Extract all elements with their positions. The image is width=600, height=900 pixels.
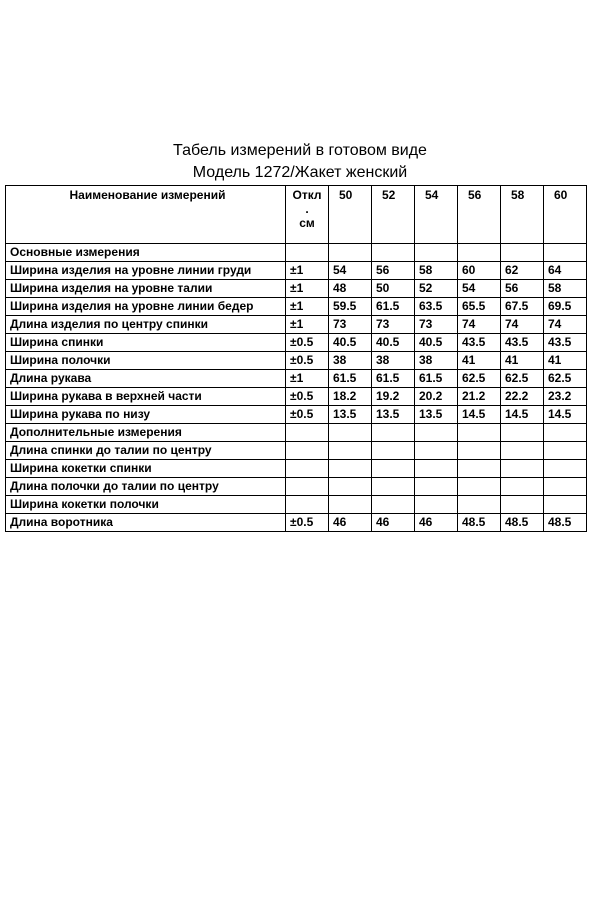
size-value-cell: 20.2 xyxy=(415,388,458,406)
size-value-cell: 48 xyxy=(329,280,372,298)
size-value-cell: 43.5 xyxy=(458,334,501,352)
header-tolerance-line: см xyxy=(299,216,315,230)
size-value-cell: 38 xyxy=(415,352,458,370)
measurement-name-cell: Дополнительные измерения xyxy=(6,424,286,442)
size-value-cell xyxy=(329,442,372,460)
size-value-cell: 13.5 xyxy=(415,406,458,424)
size-value-cell xyxy=(372,496,415,514)
size-value-cell xyxy=(372,460,415,478)
size-value-cell xyxy=(458,478,501,496)
tolerance-cell xyxy=(286,496,329,514)
size-value-cell xyxy=(544,478,587,496)
table-row xyxy=(6,316,587,334)
tolerance-cell xyxy=(286,442,329,460)
size-value-cell: 40.5 xyxy=(372,334,415,352)
table-row xyxy=(6,478,587,496)
size-value-cell xyxy=(501,244,544,262)
size-value-cell: 50 xyxy=(372,280,415,298)
table-row xyxy=(6,334,587,352)
measurement-name-cell: Ширина спинки xyxy=(6,334,286,352)
size-value-cell: 41 xyxy=(458,352,501,370)
size-value-cell: 13.5 xyxy=(329,406,372,424)
size-value-cell: 13.5 xyxy=(372,406,415,424)
table-row xyxy=(6,442,587,460)
size-value-cell xyxy=(372,244,415,262)
size-value-cell: 74 xyxy=(458,316,501,334)
size-value-cell: 52 xyxy=(415,280,458,298)
size-value-cell: 40.5 xyxy=(415,334,458,352)
size-value-cell: 61.5 xyxy=(372,370,415,388)
header-size-cell: 52 xyxy=(372,186,415,244)
measurement-name-cell: Ширина изделия на уровне линии груди xyxy=(6,262,286,280)
size-value-cell: 65.5 xyxy=(458,298,501,316)
header-tolerance-line: . xyxy=(305,202,309,216)
size-value-cell xyxy=(458,496,501,514)
table-row xyxy=(6,460,587,478)
tolerance-cell: ±0.5 xyxy=(286,334,329,352)
size-value-cell xyxy=(415,442,458,460)
size-value-cell: 64 xyxy=(544,262,587,280)
size-value-cell: 56 xyxy=(372,262,415,280)
size-value-cell: 46 xyxy=(372,514,415,532)
header-size-cell: 50 xyxy=(329,186,372,244)
size-value-cell xyxy=(501,496,544,514)
size-value-cell: 22.2 xyxy=(501,388,544,406)
tolerance-cell: ±1 xyxy=(286,280,329,298)
size-value-cell xyxy=(372,442,415,460)
table-row xyxy=(6,388,587,406)
table-row xyxy=(6,298,587,316)
size-value-cell xyxy=(372,478,415,496)
size-value-cell xyxy=(501,460,544,478)
size-value-cell xyxy=(329,496,372,514)
tolerance-cell: ±0.5 xyxy=(286,406,329,424)
size-value-cell: 48.5 xyxy=(501,514,544,532)
tolerance-cell xyxy=(286,244,329,262)
header-tolerance-cell xyxy=(286,186,329,244)
size-value-cell: 19.2 xyxy=(372,388,415,406)
table-row xyxy=(6,262,587,280)
size-value-cell xyxy=(329,478,372,496)
tolerance-cell xyxy=(286,478,329,496)
size-value-cell: 74 xyxy=(501,316,544,334)
size-value-cell: 40.5 xyxy=(329,334,372,352)
table-row xyxy=(6,496,587,514)
size-value-cell: 74 xyxy=(544,316,587,334)
measurement-name-cell: Длина изделия по центру спинки xyxy=(6,316,286,334)
size-value-cell: 61.5 xyxy=(329,370,372,388)
size-value-cell: 38 xyxy=(329,352,372,370)
size-value-cell xyxy=(329,460,372,478)
size-value-cell: 43.5 xyxy=(544,334,587,352)
size-value-cell xyxy=(372,424,415,442)
size-value-cell: 62.5 xyxy=(544,370,587,388)
size-value-cell: 73 xyxy=(415,316,458,334)
header-size-cell: 58 xyxy=(501,186,544,244)
size-value-cell xyxy=(415,424,458,442)
tolerance-cell: ±1 xyxy=(286,298,329,316)
size-value-cell: 62 xyxy=(501,262,544,280)
size-value-cell: 54 xyxy=(458,280,501,298)
size-value-cell: 21.2 xyxy=(458,388,501,406)
table-row xyxy=(6,280,587,298)
size-value-cell xyxy=(415,244,458,262)
size-value-cell: 59.5 xyxy=(329,298,372,316)
table-title: Табель измерений в готовом виде xyxy=(173,142,427,159)
measurements-table xyxy=(5,185,587,532)
table-row xyxy=(6,370,587,388)
tolerance-cell: ±0.5 xyxy=(286,388,329,406)
measurement-name-cell: Ширина кокетки полочки xyxy=(6,496,286,514)
table-row xyxy=(6,406,587,424)
size-value-cell xyxy=(544,460,587,478)
size-value-cell: 58 xyxy=(544,280,587,298)
size-value-cell: 41 xyxy=(544,352,587,370)
size-value-cell: 18.2 xyxy=(329,388,372,406)
size-value-cell: 38 xyxy=(372,352,415,370)
table-row xyxy=(6,424,587,442)
measurement-name-cell: Основные измерения xyxy=(6,244,286,262)
measurement-name-cell: Длина воротника xyxy=(6,514,286,532)
size-value-cell xyxy=(458,460,501,478)
size-value-cell: 46 xyxy=(329,514,372,532)
measurement-name-cell: Длина спинки до талии по центру xyxy=(6,442,286,460)
size-value-cell: 14.5 xyxy=(501,406,544,424)
size-value-cell xyxy=(501,424,544,442)
size-value-cell: 48.5 xyxy=(458,514,501,532)
size-value-cell: 63.5 xyxy=(415,298,458,316)
header-row xyxy=(6,186,587,244)
size-value-cell xyxy=(501,478,544,496)
tolerance-cell: ±1 xyxy=(286,316,329,334)
size-value-cell: 14.5 xyxy=(544,406,587,424)
size-value-cell xyxy=(544,442,587,460)
table-row xyxy=(6,352,587,370)
measurement-name-cell: Ширина изделия на уровне талии xyxy=(6,280,286,298)
size-value-cell: 61.5 xyxy=(372,298,415,316)
table-row xyxy=(6,244,587,262)
tolerance-cell: ±0.5 xyxy=(286,352,329,370)
measurement-name-cell: Ширина изделия на уровне линии бедер xyxy=(6,298,286,316)
size-value-cell: 73 xyxy=(372,316,415,334)
tolerance-cell xyxy=(286,460,329,478)
tolerance-cell xyxy=(286,424,329,442)
size-value-cell: 69.5 xyxy=(544,298,587,316)
size-value-cell: 54 xyxy=(329,262,372,280)
size-value-cell xyxy=(544,424,587,442)
size-value-cell xyxy=(329,424,372,442)
header-tolerance-line: Откл xyxy=(292,188,322,202)
size-value-cell: 67.5 xyxy=(501,298,544,316)
size-value-cell xyxy=(329,244,372,262)
size-value-cell: 61.5 xyxy=(415,370,458,388)
size-value-cell xyxy=(458,442,501,460)
header-size-cell: 60 xyxy=(544,186,587,244)
size-value-cell: 41 xyxy=(501,352,544,370)
measurement-name-cell: Ширина рукава в верхней части xyxy=(6,388,286,406)
header-name-cell: Наименование измерений xyxy=(6,186,286,244)
size-value-cell: 14.5 xyxy=(458,406,501,424)
measurement-name-cell: Длина полочки до талии по центру xyxy=(6,478,286,496)
model-subtitle: Модель 1272/Жакет женский xyxy=(192,164,408,181)
measurement-name-cell: Ширина полочки xyxy=(6,352,286,370)
size-value-cell: 43.5 xyxy=(501,334,544,352)
size-value-cell xyxy=(501,442,544,460)
size-value-cell xyxy=(458,244,501,262)
size-value-cell: 23.2 xyxy=(544,388,587,406)
size-value-cell xyxy=(415,478,458,496)
size-value-cell xyxy=(415,496,458,514)
size-value-cell: 62.5 xyxy=(501,370,544,388)
size-value-cell xyxy=(415,460,458,478)
size-value-cell: 73 xyxy=(329,316,372,334)
size-value-cell: 46 xyxy=(415,514,458,532)
size-value-cell xyxy=(544,244,587,262)
table-row xyxy=(6,514,587,532)
tolerance-cell: ±1 xyxy=(286,262,329,280)
tolerance-cell: ±1 xyxy=(286,370,329,388)
measurement-name-cell: Ширина кокетки спинки xyxy=(6,460,286,478)
header-size-cell: 56 xyxy=(458,186,501,244)
size-value-cell: 56 xyxy=(501,280,544,298)
size-value-cell xyxy=(458,424,501,442)
size-value-cell: 60 xyxy=(458,262,501,280)
header-size-cell: 54 xyxy=(415,186,458,244)
size-value-cell: 58 xyxy=(415,262,458,280)
size-value-cell: 48.5 xyxy=(544,514,587,532)
measurement-name-cell: Ширина рукава по низу xyxy=(6,406,286,424)
size-value-cell: 62.5 xyxy=(458,370,501,388)
tolerance-cell: ±0.5 xyxy=(286,514,329,532)
measurement-name-cell: Длина рукава xyxy=(6,370,286,388)
size-value-cell xyxy=(544,496,587,514)
